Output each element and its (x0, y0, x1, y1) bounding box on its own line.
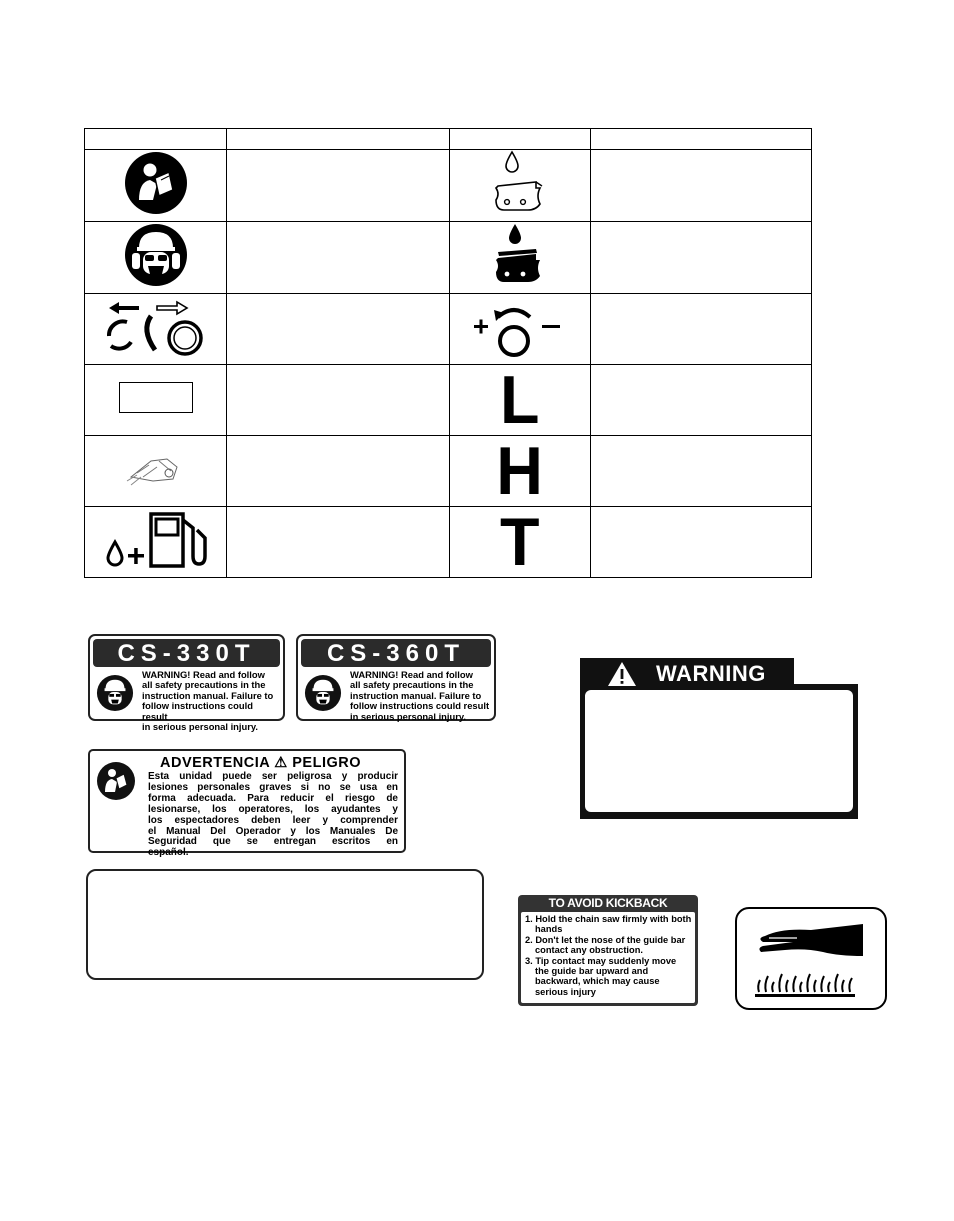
header-cell (227, 129, 450, 150)
protective-gear-icon (304, 674, 342, 712)
table-row (85, 507, 812, 578)
text-line: lesiones personales graves si no se usa en (148, 781, 398, 793)
model-name: CS-330T (93, 639, 280, 667)
read-manual-cell (85, 150, 227, 222)
choke-cell (85, 294, 227, 365)
advertencia-title: ADVERTENCIA ⚠ PELIGRO (160, 755, 362, 771)
letter-t: T (500, 504, 540, 580)
text-line: los espectadores deben leer y comprender (148, 814, 398, 826)
kickback-title: TO AVOID KICKBACK (548, 896, 668, 910)
chain-oil-filled-icon (490, 222, 550, 288)
letter-h: H (496, 433, 544, 509)
advertencia-text (148, 772, 398, 859)
warning-text: WARNING! Read and follow all safety precautions in the instruction manual. Failure to follow instructions could result in serious personal injury. (350, 669, 490, 722)
read-manual-icon (117, 150, 195, 216)
kickback-body (521, 912, 695, 1003)
description-cell (227, 222, 450, 294)
adjust-rotation-icon (470, 295, 570, 359)
oil-full-cell (450, 222, 591, 294)
warning-triangle-icon (606, 660, 638, 688)
kickback-list (525, 914, 692, 997)
description-cell (227, 294, 450, 365)
letter-t-cell (450, 504, 591, 580)
blank-label (86, 869, 484, 980)
header-cell (85, 129, 227, 150)
choke-icon (101, 296, 211, 358)
description-cell (591, 294, 812, 365)
table-row (85, 150, 812, 222)
model-name: CS-360T (301, 639, 491, 667)
list-item: 2. Don't let the nose of the guide bar contact any obstruction. (525, 934, 686, 956)
kickback-label (518, 895, 698, 1006)
letter-l: L (500, 362, 540, 438)
fuel-oil-mix-icon (101, 508, 211, 572)
text-line: Seguridad que se entregan escritos en (148, 836, 398, 848)
chain-brake-sketch-icon (123, 447, 189, 491)
hot-surface-icon (741, 912, 881, 1005)
description-cell (591, 150, 812, 222)
description-cell (227, 436, 450, 507)
fuel-mix-cell (85, 507, 227, 578)
description-cell (591, 436, 812, 507)
warning-inner-panel (585, 690, 853, 812)
description-cell (227, 365, 450, 436)
advertencia-label (88, 749, 406, 859)
description-cell (591, 507, 812, 578)
protective-gear-cell (85, 222, 227, 294)
table-header-row (85, 129, 812, 150)
description-cell (591, 222, 812, 294)
text-line: el Manual Del Operador y los Manuales De (148, 825, 398, 837)
cs360t-warning-label (296, 634, 496, 721)
letter-l-cell (450, 362, 591, 438)
protective-gear-icon (96, 674, 134, 712)
blank-box-cell (85, 365, 227, 436)
table-row (85, 365, 812, 436)
text-line: forma adecuada. Para reducir el riesgo de (148, 792, 398, 804)
description-cell (227, 150, 450, 222)
warning-text: WARNING! Read and follow all safety precautions in the instruction manual. Failure to follow instructions could result in serious personal injury. (142, 669, 274, 733)
symbol-table (84, 128, 812, 578)
oil-empty-cell (450, 150, 591, 222)
text-line: Esta unidad puede ser peligrosa y producir (148, 771, 398, 782)
table-row (85, 222, 812, 294)
warning-label (580, 658, 858, 819)
read-manual-icon (96, 761, 136, 801)
letter-h-cell (450, 433, 591, 509)
description-cell (591, 365, 812, 436)
list-item: 1. Hold the chain saw firmly with both hands (525, 914, 692, 935)
header-cell (591, 129, 812, 150)
list-item: 3. Tip contact may suddenly move the guide bar upward and backward, which may cause serious injury (525, 955, 677, 997)
text-line: lesionarse, los operatores, los ayudantes y (148, 803, 398, 815)
table-row (85, 294, 812, 365)
header-cell (450, 129, 591, 150)
blank-box (119, 382, 193, 413)
sketch-cell (85, 436, 227, 507)
cs330t-warning-label (88, 634, 285, 733)
chain-oil-outline-icon (490, 150, 550, 216)
table-row (85, 436, 812, 507)
adjust-cell (450, 294, 591, 365)
description-cell (227, 507, 450, 578)
protective-gear-icon (117, 222, 195, 288)
text-line: español. (148, 847, 189, 859)
hot-surface-label (735, 907, 887, 1010)
warning-title: WARNING (656, 661, 766, 686)
